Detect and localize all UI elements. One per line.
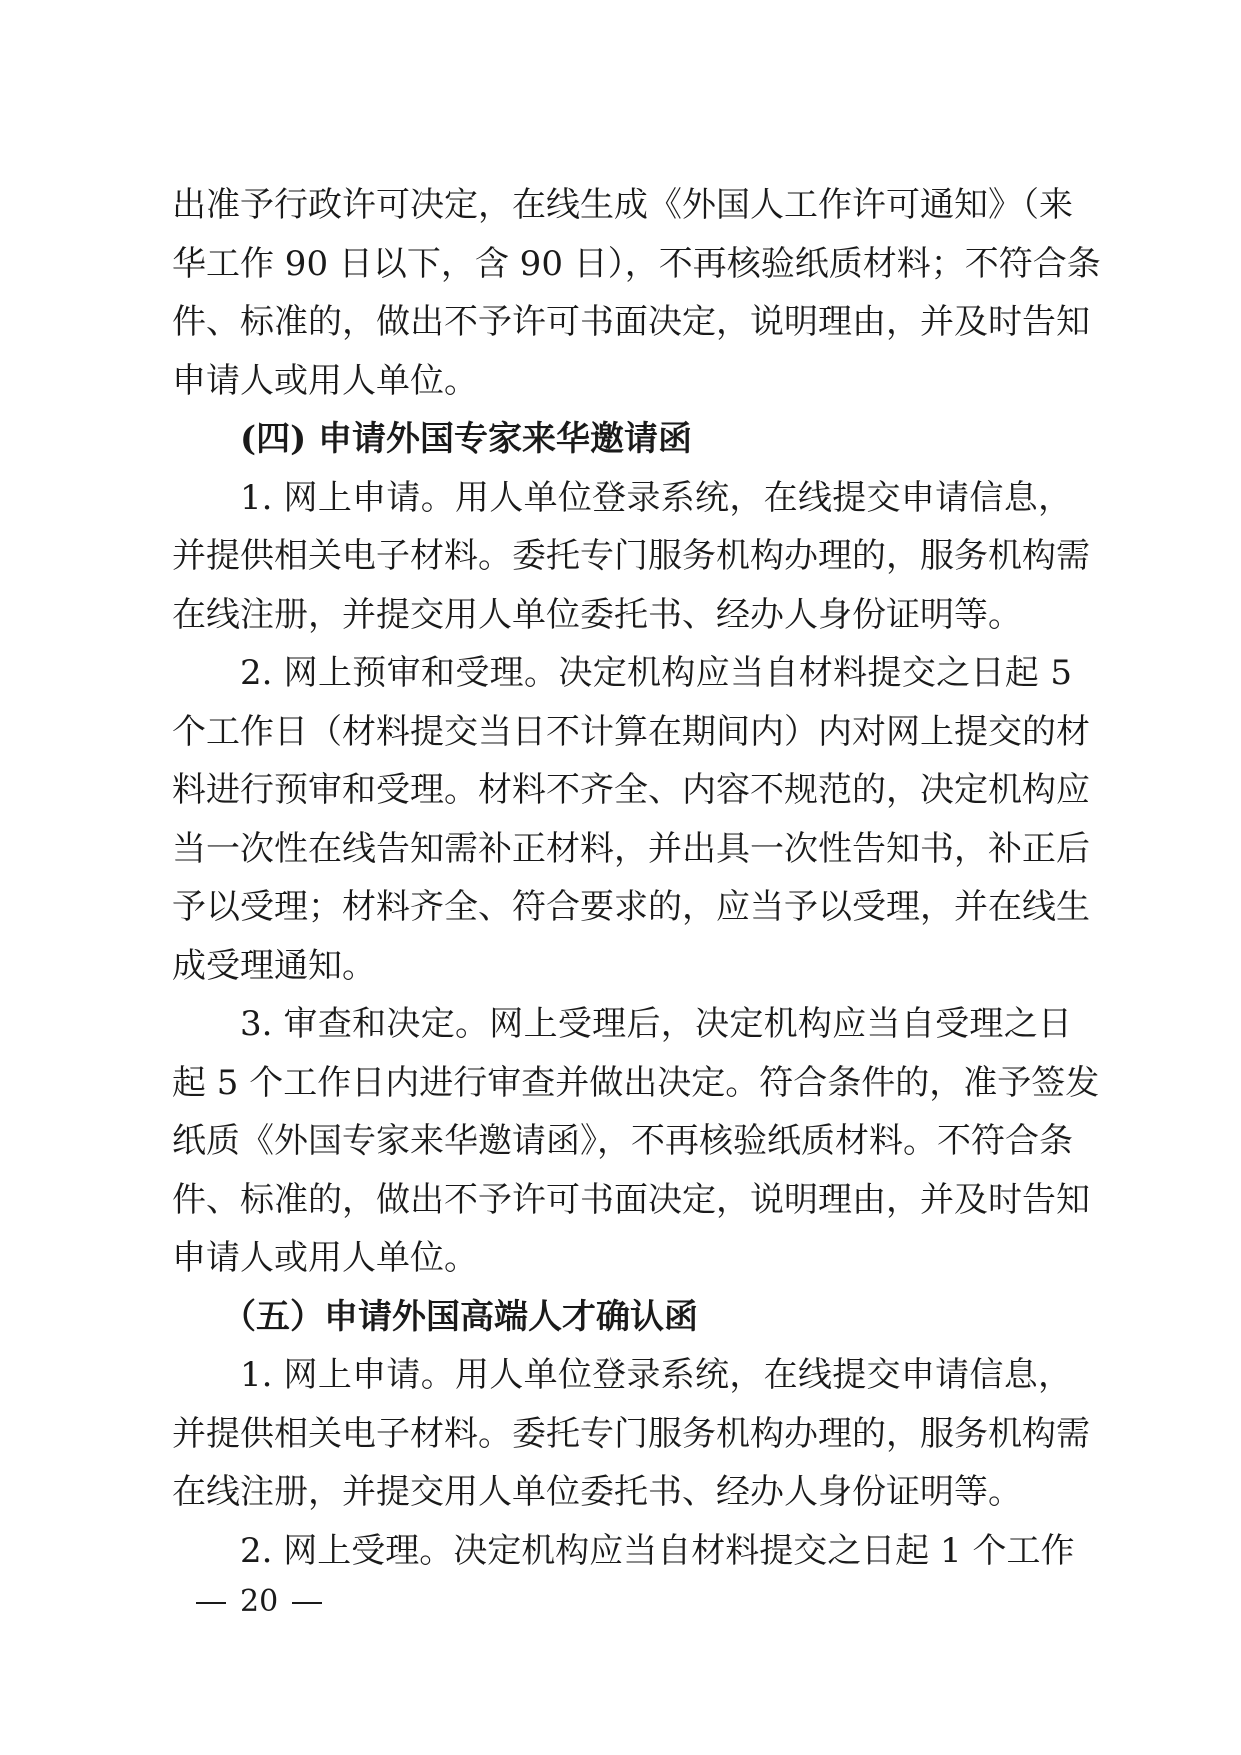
page-number: 20 xyxy=(240,1584,279,1619)
text-line: 并提供相关电子材料。委托专门服务机构办理的，服务机构需 xyxy=(172,536,1090,576)
text-line: 1. 网上申请。用人单位登录系统，在线提交申请信息， xyxy=(240,477,1072,518)
body-text xyxy=(172,176,1101,1580)
section-heading: (四) 申请外国专家来华邀请函 xyxy=(240,419,693,459)
footer-dash-right xyxy=(292,1602,322,1604)
footer-dash-left xyxy=(196,1602,226,1604)
page-footer xyxy=(196,1582,322,1622)
text-line: 件、标准的，做出不予许可书面决定，说明理由，并及时告知 xyxy=(172,302,1090,342)
text-line: 件、标准的，做出不予许可书面决定，说明理由，并及时告知 xyxy=(172,1179,1090,1220)
text-line: 1. 网上申请。用人单位登录系统，在线提交申请信息， xyxy=(240,1355,1072,1395)
text-line: 在线注册，并提交用人单位委托书、经办人身份证明等。 xyxy=(172,1472,1022,1512)
text-line: 华工作 90 日以下，含 90 日），不再核验纸质材料；不符合条 xyxy=(172,243,1101,284)
text-line: 个工作日（材料提交当日不计算在期间内）内对网上提交的材 xyxy=(172,711,1090,752)
text-line: 申请人或用人单位。 xyxy=(172,1238,478,1278)
text-line: 纸质《外国专家来华邀请函》，不再核验纸质材料。不符合条 xyxy=(172,1121,1073,1161)
text-line: 2. 网上预审和受理。决定机构应当自材料提交之日起 5 xyxy=(240,653,1072,693)
text-line: 予以受理；材料齐全、符合要求的，应当予以受理，并在线生 xyxy=(172,887,1090,927)
text-line: 3. 审查和决定。网上受理后，决定机构应当自受理之日 xyxy=(240,1004,1072,1044)
text-line: 成受理通知。 xyxy=(172,945,376,986)
section-heading: （五）申请外国高端人才确认函 xyxy=(222,1296,698,1337)
text-line: 出准予行政许可决定，在线生成《外国人工作许可通知》（来 xyxy=(172,185,1073,225)
text-line: 起 5 个工作日内进行审查并做出决定。符合条件的，准予签发 xyxy=(172,1062,1100,1103)
text-line: 2. 网上受理。决定机构应当自材料提交之日起 1 个工作 xyxy=(240,1530,1075,1571)
text-line: 在线注册，并提交用人单位委托书、经办人身份证明等。 xyxy=(172,594,1022,635)
text-line: 并提供相关电子材料。委托专门服务机构办理的，服务机构需 xyxy=(172,1413,1090,1454)
text-line: 料进行预审和受理。材料不齐全、内容不规范的，决定机构应 xyxy=(172,770,1090,810)
text-line: 当一次性在线告知需补正材料，并出具一次性告知书，补正后 xyxy=(172,828,1090,869)
text-line: 申请人或用人单位。 xyxy=(172,360,478,401)
